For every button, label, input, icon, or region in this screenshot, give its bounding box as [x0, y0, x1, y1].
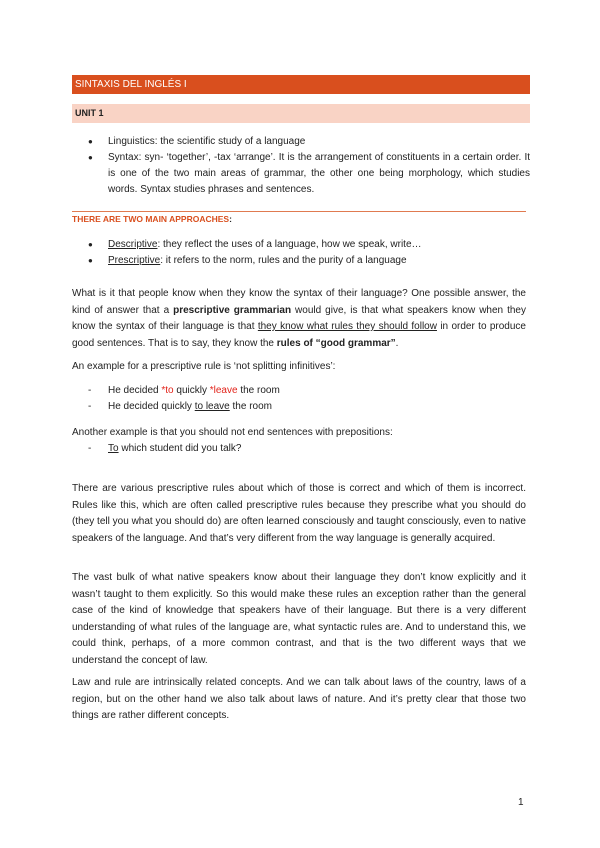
list-item: [72, 399, 526, 415]
text-run: quickly: [173, 385, 210, 396]
underlined-phrase: To: [108, 443, 119, 454]
list-item: [72, 441, 526, 457]
example-intro: An example for a prescriptive rule is ‘not splitting infinitives’:: [72, 361, 336, 372]
approaches-heading-colon: :: [229, 214, 232, 224]
list-item: [72, 150, 530, 198]
list-item: [72, 253, 530, 269]
bold-term: rules of “good grammar”: [276, 337, 396, 349]
bullet-term: Syntax: [108, 152, 139, 163]
text-run: which student did you talk?: [118, 443, 242, 454]
error-marked-word: *leave: [209, 385, 238, 396]
approaches-heading: [72, 213, 526, 225]
paragraph-syntax-knowledge: [72, 286, 526, 352]
underlined-phrase: to leave: [194, 401, 230, 412]
paragraph-prescriptive-rules: There are various prescriptive rules about which of those is correct and which of them is incorrect. Rules like this, which are often called prescriptive rules because they prescribe what you should do (they tell you what you should do) are often learned consciously and taught consciously, even to native speakers of the language. And that’s very different from the way language is generally acquired.: [72, 483, 526, 544]
bullet-text: : it refers to the norm, rules and the purity of a language: [160, 255, 407, 266]
text-run: the room: [237, 385, 280, 396]
section-divider: [72, 211, 526, 212]
bullet-term: Prescriptive: [108, 255, 161, 266]
bullet-term: Linguistics: [108, 136, 155, 147]
approaches-bullet-list: [72, 237, 530, 269]
bullet-text: : the scientific study of a language: [154, 136, 306, 147]
text-run: He decided: [108, 385, 162, 396]
bullet-text: : they reflect the uses of a language, how we speak, write…: [157, 239, 422, 250]
approaches-heading-text: THERE ARE TWO MAIN APPROACHES: [72, 214, 230, 224]
underlined-phrase: they know what rules they should follow: [257, 321, 437, 332]
list-item: [72, 383, 526, 399]
bullet-text: : syn- ‘together’, -tax ‘arrange’. It is the arrangement of constituents in a certain order. It is one of the two main areas of grammar, the other one being morphology, which studies words. Syntax studies phrases and sentences.: [108, 152, 530, 195]
list-item: [72, 134, 530, 150]
list-item: [72, 237, 530, 253]
error-marked-word: *to: [161, 385, 174, 396]
paragraph-law-and-rule: Law and rule are intrinsically related concepts. And we can talk about laws of the country, laws of a region, but on the other hand we also talk about laws of nature. And it’s pretty clear that those two things are rather different concepts.: [72, 677, 526, 721]
example-intro: Another example is that you should not end sentences with prepositions:: [72, 427, 393, 438]
bold-term: prescriptive grammarian: [173, 304, 292, 316]
course-title-bar: SINTAXIS DEL INGLÉS I: [72, 75, 530, 94]
text-run: the room: [229, 401, 272, 412]
text-run: would give, is that what speakers know when they know the syntax of their language is that: [72, 304, 526, 332]
paragraph-native-knowledge: The vast bulk of what native speakers know about their language they don’t know explicitly and it wasn’t taught to them explicitly. So this would make these rules an exception rather than the general case of the kind of knowledge that speakers have of their language. But there is a very different understanding of what rules of the language are, what syntactic rules are. And to understand this, we could think, perhaps, of a more common contrast, and that is the two different ways that we understand the concept of law.: [72, 572, 526, 666]
text-run: What is it that people know when they know the syntax of their language? One possible answer, the kind of answer that a: [72, 288, 526, 316]
bullet-term: Descriptive: [108, 239, 158, 250]
example-list: [72, 441, 526, 457]
intro-bullet-list: [72, 134, 530, 198]
example-list: [72, 383, 526, 415]
text-run: .: [395, 337, 399, 349]
unit-heading-bar: UNIT 1: [72, 104, 530, 123]
text-run: He decided quickly: [108, 401, 195, 412]
page-number: 1: [518, 797, 524, 808]
text-run: in order to produce good sentences. That is to say, they know the: [72, 321, 526, 349]
